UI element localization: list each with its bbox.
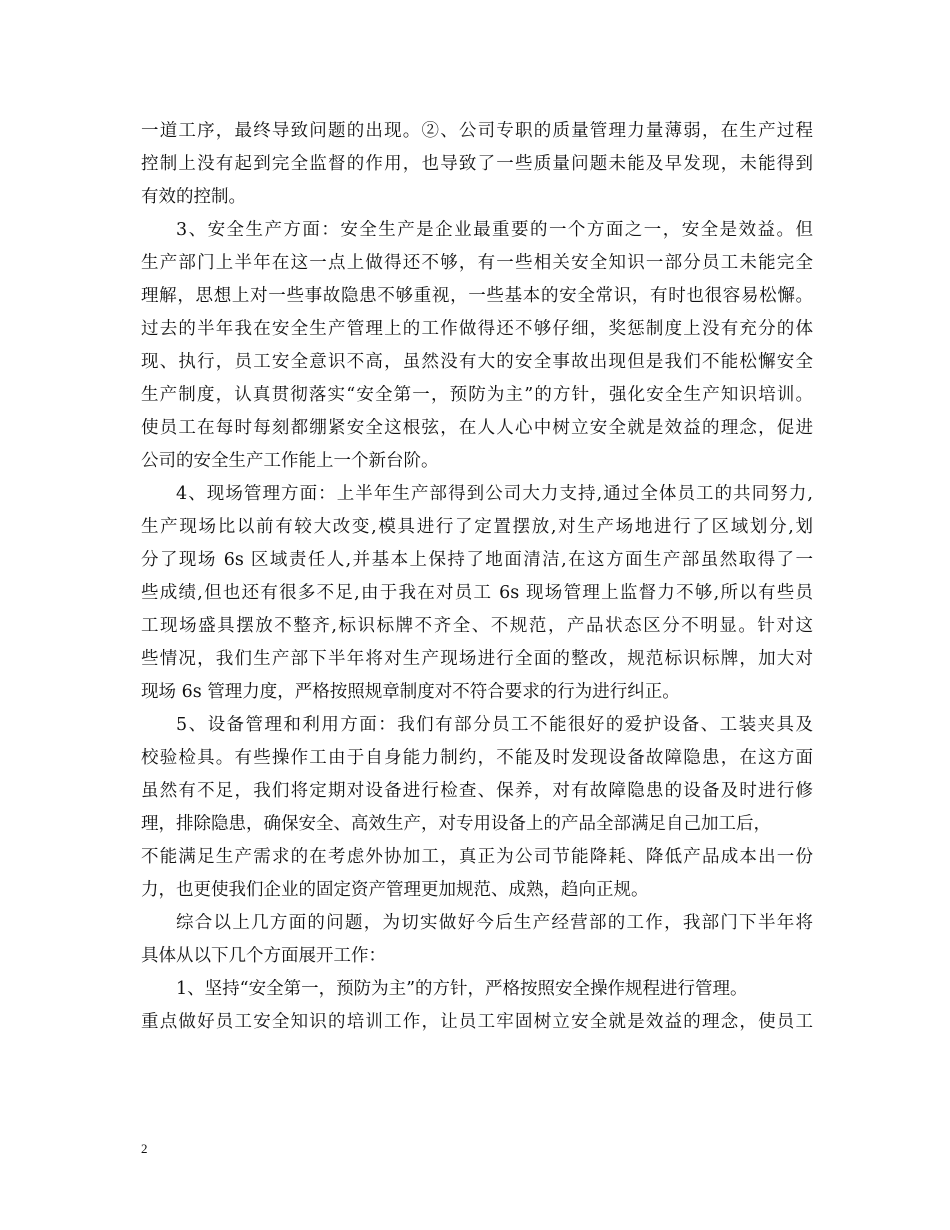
body-text — [141, 115, 813, 1039]
text-line: 些成绩,但也还有很多不足,由于我在对员工 6s 现场管理上监督力不够,所以有些员 — [141, 583, 813, 603]
text-line: 有效的控制。 — [141, 187, 246, 207]
text-line: 不能满足生产需求的在考虑外协加工，真正为公司节能降耗、降低产品成本出一份 — [141, 847, 813, 867]
text-line: 具体从以下几个方面展开工作： — [141, 946, 386, 966]
paragraph-first-line: 5、设备管理和利用方面：我们有部分员工不能很好的爱护设备、工装夹具及 — [176, 715, 813, 735]
text-line: 理，排除隐患，确保安全、高效生产，对专用设备上的产品全部满足自己加工后， — [141, 814, 771, 834]
paragraph-first-line: 综合以上几方面的问题，为切实做好今后生产经营部的工作，我部门下半年将 — [176, 913, 813, 933]
paragraph-first-line: 4、现场管理方面：上半年生产部得到公司大力支持,通过全体员工的共同努力, — [176, 484, 813, 504]
page-number: 2 — [141, 1141, 148, 1156]
text-line: 些情况，我们生产部下半年将对生产现场进行全面的整改，规范标识标牌，加大对 — [141, 649, 813, 669]
text-line: 一道工序，最终导致问题的出现。②、公司专职的质量管理力量薄弱，在生产过程 — [141, 121, 813, 141]
text-line: 虽然有不足，我们将定期对设备进行检查、保养，对有故障隐患的设备及时进行修 — [141, 781, 813, 801]
paragraph-first-line: 1、坚持“安全第一，预防为主”的方针，严格按照安全操作规程进行管理。 — [176, 979, 748, 999]
text-line: 公司的安全生产工作能上一个新台阶。 — [141, 451, 439, 471]
text-line: 重点做好员工安全知识的培训工作，让员工牢固树立安全就是效益的理念，使员工 — [141, 1012, 813, 1032]
text-line: 使员工在每时每刻都绷紧安全这根弦，在人人心中树立安全就是效益的理念，促进 — [141, 418, 813, 438]
text-line: 现场 6s 管理力度，严格按照规章制度对不符合要求的行为进行纠正。 — [141, 682, 680, 702]
text-line: 生产制度，认真贯彻落实“安全第一，预防为主”的方针，强化安全生产知识培训。 — [141, 385, 813, 405]
text-line: 理解，思想上对一些事故隐患不够重视，一些基本的安全常识，有时也很容易松懈。 — [141, 286, 813, 306]
text-line: 过去的半年我在安全生产管理上的工作做得还不够仔细，奖惩制度上没有充分的体 — [141, 319, 813, 339]
text-line: 力，也更使我们企业的固定资产管理更加规范、成熟，趋向正规。 — [141, 880, 649, 900]
text-line: 生产现场比以前有较大改变,模具进行了定置摆放,对生产场地进行了区域划分,划 — [141, 517, 813, 537]
paragraph-first-line: 3、安全生产方面：安全生产是企业最重要的一个方面之一，安全是效益。但 — [176, 220, 813, 240]
text-line: 生产部门上半年在这一点上做得还不够，有一些相关安全知识一部分员工未能完全 — [141, 253, 813, 273]
text-line: 校验检具。有些操作工由于自身能力制约，不能及时发现设备故障隐患，在这方面 — [141, 748, 813, 768]
text-line: 工现场盛具摆放不整齐,标识标牌不齐全、不规范，产品状态区分不明显。针对这 — [141, 616, 813, 636]
text-line: 分了现场 6s 区域责任人,并基本上保持了地面清洁,在这方面生产部虽然取得了一 — [141, 550, 813, 570]
text-line: 控制上没有起到完全监督的作用，也导致了一些质量问题未能及早发现，未能得到 — [141, 154, 813, 174]
text-line: 现、执行，员工安全意识不高，虽然没有大的安全事故出现但是我们不能松懈安全 — [141, 352, 813, 372]
